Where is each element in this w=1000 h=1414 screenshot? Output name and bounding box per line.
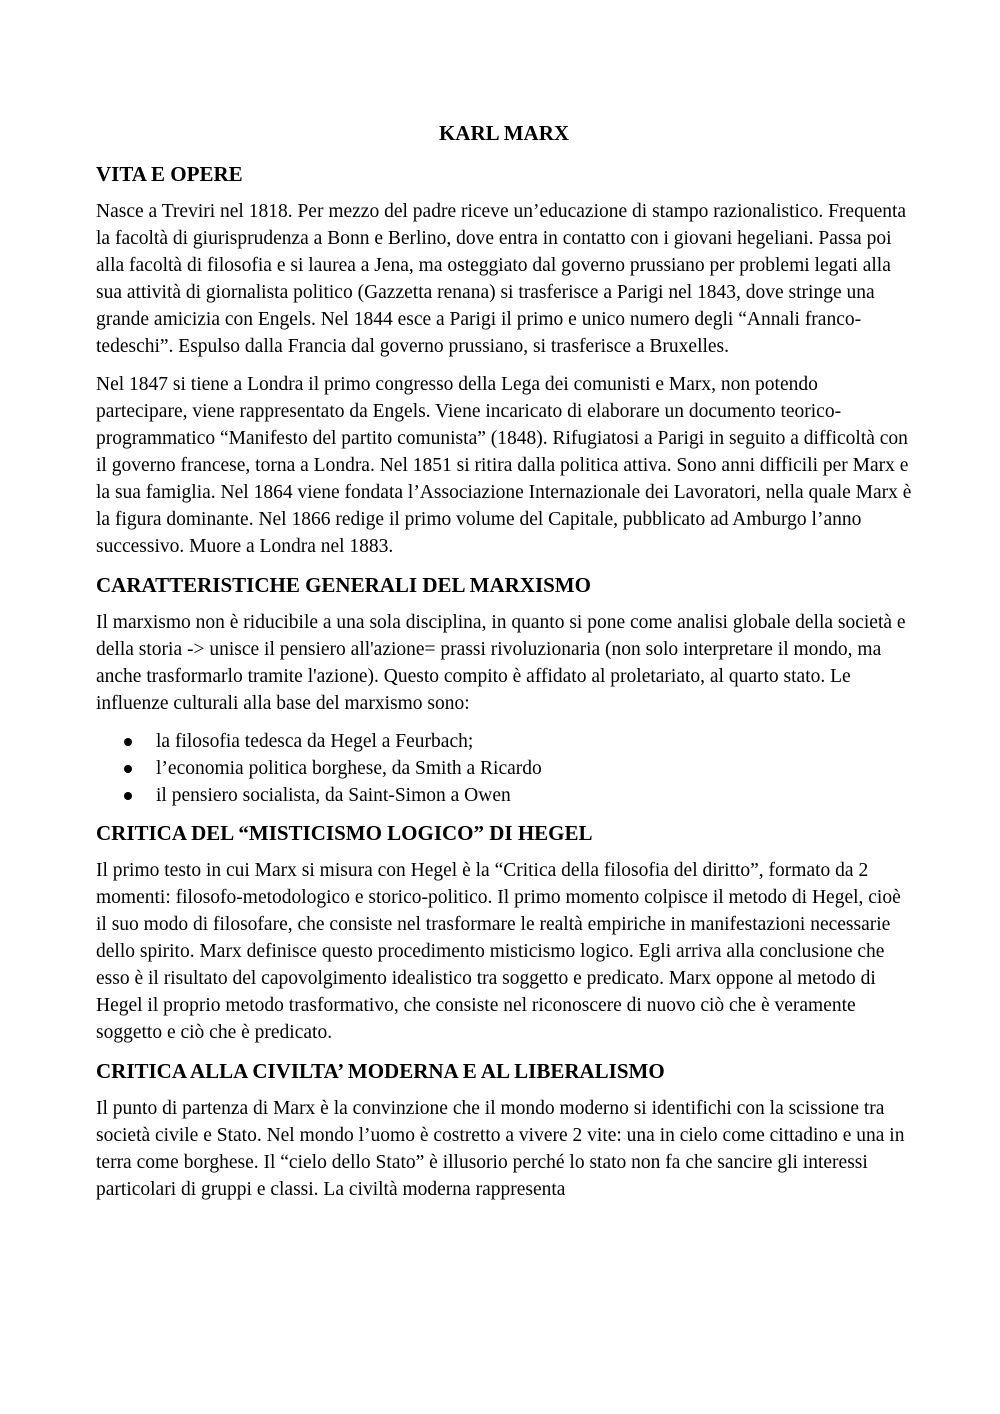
- document-title: KARL MARX: [438, 121, 570, 145]
- list-item-text: il pensiero socialista, da Saint-Simon a Owen: [156, 785, 511, 806]
- paragraph: Nasce a Treviri nel 1818. Per mezzo del padre riceve un’educazione di stampo razionalistico. Frequenta la facoltà di giurisprudenza a Bonn e Berlino, dove entra in contatto con i giovani hegeliani. Passa poi alla facoltà di filosofia e si laurea a Jena, ma osteggiato dal governo prussiano per problemi legati alla sua attività di giornalista politico (Gazzetta renana) si trasferisce a Parigi nel 1843, dove stringe una grande amicizia con Engels. Nel 1844 esce a Parigi il primo e unico numero degli “Annali franco-tedeschi”. Espulso dalla Francia dal governo prussiano, si trasferisce a Bruxelles.: [96, 201, 907, 357]
- section-heading: CARATTERISTICHE GENERALI DEL MARXISMO: [96, 573, 591, 597]
- document-page: [96, 118, 912, 1214]
- bullet-list: [96, 728, 912, 809]
- section-heading: CRITICA DEL “MISTICISMO LOGICO” DI HEGEL: [96, 821, 593, 845]
- paragraph: Il primo testo in cui Marx si misura con Hegel è la “Critica della filosofia del diritto”, formato da 2 momenti: filosofo-metodologico e storico-politico. Il primo momento colpisce il metodo di Hegel, cioè il suo modo di filosofare, che consiste nel trasformare le realtà empiriche in manifestazioni necessarie dello spirito. Marx definisce questo procedimento misticismo logico. Egli arriva alla conclusione che esso è il risultato del capovolgimento idealistico tra soggetto e predicato. Marx oppone al metodo di Hegel il proprio metodo trasformativo, che consiste nel riconoscere di nuovo ciò che è veramente soggetto e ciò che è predicato.: [96, 860, 901, 1043]
- bullet-icon: [124, 765, 132, 773]
- paragraph: Il punto di partenza di Marx è la convinzione che il mondo moderno si identifichi con la scissione tra società civile e Stato. Nel mondo l’uomo è costretto a vivere 2 vite: una in cielo come cittadino e una in terra come borghese. Il “cielo dello Stato” è illusorio perché lo stato non fa che sancire gli interessi particolari di gruppi e classi. La civiltà moderna rappresenta: [96, 1098, 905, 1200]
- list-item-text: l’economia politica borghese, da Smith a Ricardo: [156, 758, 542, 779]
- list-item: [96, 782, 912, 809]
- section-vita-e-opere: [96, 160, 912, 560]
- paragraph: Il marxismo non è riducibile a una sola disciplina, in quanto si pone come analisi globale della società e della storia -> unisce il pensiero all'azione= prassi rivoluzionaria (non solo interpretare il mondo, ma anche trasformarlo tramite l'azione). Questo compito è affidato al proletariato, al quarto stato. Le influenze culturali alla base del marxismo sono:: [96, 612, 906, 714]
- section-caratteristiche-generali: [96, 571, 912, 809]
- section-heading: CRITICA ALLA CIVILTA’ MODERNA E AL LIBERALISMO: [96, 1059, 665, 1083]
- section-heading: VITA E OPERE: [96, 162, 243, 186]
- list-item-text: la filosofia tedesca da Hegel a Feurbach;: [156, 731, 474, 752]
- list-item: [96, 728, 912, 755]
- section-critica-misticismo-logico: [96, 819, 912, 1046]
- section-critica-civilta-moderna: [96, 1057, 912, 1203]
- bullet-icon: [124, 792, 132, 800]
- bullet-icon: [124, 738, 132, 746]
- paragraph: Nel 1847 si tiene a Londra il primo congresso della Lega dei comunisti e Marx, non potendo partecipare, viene rappresentato da Engels. Viene incaricato di elaborare un documento teorico-programmatico “Manifesto del partito comunista” (1848). Rifugiatosi a Parigi in seguito a difficoltà con il governo francese, torna a Londra. Nel 1851 si ritira dalla politica attiva. Sono anni difficili per Marx e la sua famiglia. Nel 1864 viene fondata l’Associazione Internazionale dei Lavoratori, nella quale Marx è la figura dominante. Nel 1866 redige il primo volume del Capitale, pubblicato ad Amburgo l’anno successivo. Muore a Londra nel 1883.: [96, 374, 912, 557]
- list-item: [96, 755, 912, 782]
